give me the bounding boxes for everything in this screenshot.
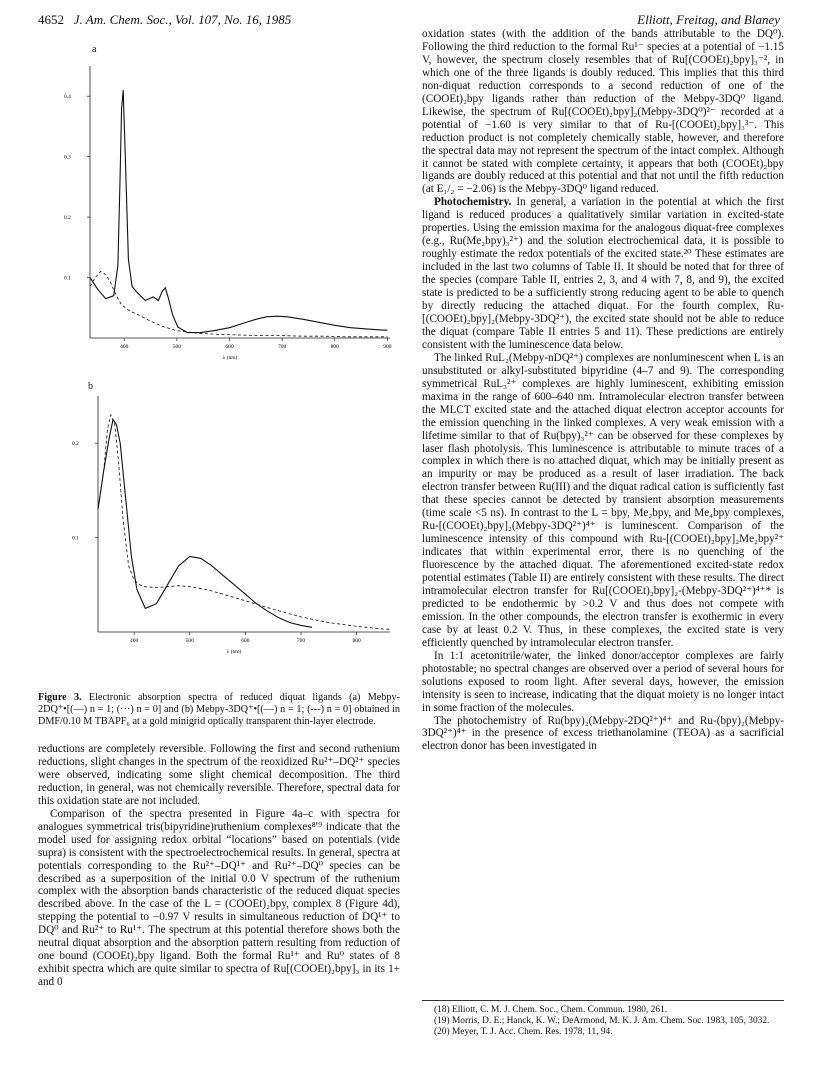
spectrum-line-dashed <box>98 415 390 629</box>
spectrum-chart-b <box>38 392 400 688</box>
reference-19: (19) Morris, D. E.; Hanck, K. W.; DeArmond, M. K. J. Am. Chem. Soc. 1983, 105, 3032. <box>434 1016 770 1026</box>
y-tick-label: 0.3 <box>64 154 71 161</box>
x-axis-label: λ (nm) <box>226 649 242 655</box>
x-tick-label: 700 <box>296 638 306 644</box>
x-tick-label: 600 <box>225 344 234 350</box>
y-tick-label: 0.4 <box>64 94 71 101</box>
x-tick-label: 800 <box>330 344 339 350</box>
reference-20: (20) Meyer, T. J. Acc. Chem. Res. 1978, 11, 94. <box>434 1027 613 1037</box>
figure-caption <box>38 692 400 727</box>
right-paragraph-4: In 1:1 acetonitrile/water, the linked donor/acceptor complexes are fairly photostable; no spectral changes are observed over a period of several hours for solutions exposed to room light. After several days, however, the emission intensity is seen to increase, indicating that the diquat moiety is no longer intact in some fraction of the molecules. <box>422 649 784 714</box>
x-tick-label: 400 <box>130 638 139 644</box>
spectrum-chart-a <box>38 60 400 360</box>
left-paragraph-2: Comparison of the spectra presented in Figure 4a–c with spectra for analogues symmetrical tris(bipyridine)ruthenium complexes⁸ʹ⁹ indicate that the model used for assigning redox orbital “locations” based on potentials (vide supra) is consistent with the spectroelectrochemical results. In general, spectra at potentials corresponding to the Ru²⁺–DQ¹⁺ and Ru²⁺–DQ⁰ species can be described as a superposition of the initial 0.0 V spectrum of the ruthenium complex with the absorption bands characteristic of the reduced diquat species described above. In the case of the L = (COOEt)₂bpy, complex 8 (Figure 4d), stepping the potential to −0.97 V results in simultaneous reduction of DQ¹⁺ to DQ⁰ and Ru²⁺ to Ru¹⁺. The spectrum at this potential therefore shows both the neutral diquat absorption and the absorption pattern resulting from reduction of one bound (COOEt)₂bpy ligand. Both the formal Ru¹⁺ and Ru⁰ states of 8 exhibit spectra which are quite similar to spectra of Ru[(COOEt)₂bpy]₃ in its 1+ and 0 <box>38 807 400 989</box>
references <box>422 1000 784 1038</box>
right-paragraph-5: The photochemistry of Ru(bpy)₂(Mebpy-2DQ²⁺)⁴⁺ and Ru-(bpy)₂(Mebpy-3DQ²⁺)⁴⁺ in the presence of excess triethanolamine (TEOA) as a sacrificial electron donor has been investigated in <box>422 714 784 753</box>
page-number: 4652 <box>38 12 64 27</box>
right-paragraph-2-text: In general, a variation in the potential at which the first ligand is reduced produces a qualitatively similar variation in excited-state properties. Using the emission maxima for the analogous diquat-free complexes (e.g., Ru(Me₂bpy)₃²⁺) and the solution electrochemical data, it is possible to roughly estimate the redox potentials of the excited state.²⁰ These estimates are included in the last two columns of Table II. It should be noted that for three of the species (compare Table II, entries 2, 3, and 4 with 7, 8, and 9), the excited state is predicted to be a sufficiently strong reducing agent to be able to quench by directly reducing the attached diquat. For the fourth complex, Ru-[(COOEt)₂bpy]₂(Mebpy-3DQ²⁺), the excited state should not be able to reduce the diquat (compare Table II entries 5 and 11). These predictions are entirely consistent with the luminescence data below. <box>422 196 784 351</box>
page-header-authors: Elliott, Freitag, and Blaney <box>637 12 780 27</box>
right-paragraph-3: The linked RuL₂(Mebpy-nDQ²⁺) complexes are nonluminescent when L is an unsubstituted or alkyl-substituted bipyridine (4–7 and 9). The corresponding symmetrical RuL₃²⁺ complexes are highly luminescent, exhibiting emission maxima in the range of 600–640 nm. Intramolecular electron transfer between the MLCT excited state and the attached diquat electron acceptor accounts for the emission quenching in the linked complexes. A very weak emission with a lifetime similar to that of Ru(bpy)₃²⁺ can be observed for these complexes by laser flash photolysis. This luminescence is attributable to minute traces of a complex in which there is no attached diquat, which may be initially present as an impurity or may be produced as a result of laser irradiation. The back electron transfer between Ru(III) and the diquat radical cation is sufficiently fast that these species cannot be detected by transient absorption measurements (time scale <5 ns). In contrast to the L = bpy, Me₂bpy, and Me₄bpy complexes, Ru-[(COOEt)₂bpy]₂(Mebpy-3DQ²⁺)⁴⁺ is luminescent. Comparison of the luminescence intensity of this compound with Ru-[(COOEt)₂bpy]₂Me₂bpy²⁺ indicates that within experimental error, there is no quenching of the fluorescence by the attached diquat. The aforementioned excited-state redox potential estimates (Table II) are entirely consistent with these results. The direct intramolecular electron transfer for Ru[(COOEt)₂bpy]₂-(Mebpy-3DQ²⁺)⁴⁺* is predicted to be endothermic by >0.2 V and thus does not compete with emission. In the other compounds, the electron transfer is exothermic in every case by at least 0.2 V. Thus, in these complexes, the excited state is very efficiently quenched by intramolecular electron transfer. <box>422 351 784 649</box>
right-paragraph-2 <box>422 196 784 351</box>
x-tick-label: 900 <box>383 344 392 350</box>
spectrum-line-solid <box>98 420 312 628</box>
x-tick-label: 600 <box>241 638 250 644</box>
x-tick-label: 500 <box>185 638 194 644</box>
x-tick-label: 800 <box>352 638 361 644</box>
x-tick-label: 700 <box>277 344 287 350</box>
reference-18: (18) Elliott, C. M. J. Chem. Soc., Chem. Commun. 1980, 261. <box>434 1005 668 1015</box>
y-tick-label: 0.2 <box>64 215 71 222</box>
panel-b-label: b <box>88 381 93 392</box>
x-tick-label: 400 <box>120 344 129 350</box>
photochemistry-heading: Photochemistry. <box>434 196 512 209</box>
page-header-left <box>38 12 291 28</box>
spectrum-line-solid <box>90 90 387 332</box>
right-paragraph-1: oxidation states (with the addition of the bands attributable to the DQ⁰). Following the third reduction to the formal Ru¹⁻ species at a potential of −1.15 V, however, the spectrum closely resembles that of Ru[(COOEt)₂bpy]₃⁻², in which one of the three ligands is doubly reduced. This implies that this third non-diquat reduction corresponds to a second reduction of one of the (COOEt)₂bpy ligands rather than reduction of the Mebpy-3DQ⁰ ligand. Likewise, the spectrum of Ru[(COOEt)₂bpy]₂(Mebpy-3DQ⁰)²⁻ recorded at a potential of −1.60 is very similar to that of Ru-[(COOEt)₂bpy]₃³⁻. This reduction product is not completely chemically stable, however, and therefore the spectral data may not represent the spectrum of the intact complex. Although it cannot be stated with complete certainty, it appears that both (COOEt)₂bpy ligands are doubly reduced at this potential and that not until the fifth reduction (at E₁/₂ = −2.06) is the Mebpy-3DQ⁰ ligand reduced. <box>422 28 784 196</box>
right-column-body <box>422 28 784 753</box>
left-column-body <box>38 743 400 989</box>
x-axis-label: λ (nm) <box>222 355 238 360</box>
left-paragraph-1: reductions are completely reversible. Following the first and second ruthenium reductions, slight changes in the spectrum of the reoxidized Ru²⁺–DQ²⁺ species were observed, indicating some slight chemical decomposition. The third reduction, in general, was not chemically reversible. Therefore, spectral data for this oxidation state are not included. <box>38 743 400 807</box>
journal-citation: J. Am. Chem. Soc., Vol. 107, No. 16, 1985 <box>73 12 292 27</box>
caption-label: Figure 3. <box>38 692 82 703</box>
panel-a-label: a <box>92 44 97 55</box>
y-tick-label: 0.1 <box>72 535 79 542</box>
y-tick-label: 0.1 <box>64 275 71 282</box>
x-tick-label: 500 <box>172 344 181 350</box>
y-tick-label: 0.2 <box>72 441 79 448</box>
caption-text: Electronic absorption spectra of reduced diquat ligands (a) Mebpy-2DQ⁺•[(—) n = 1; (···) n = 0] and (b) Mebpy-3DQ⁺•[(—) n = 1; (---) n = 0] obtained in DMF/0.10 M TBAPF₆ at a gold minigrid optically transparent thin-layer electrode. <box>38 692 400 727</box>
